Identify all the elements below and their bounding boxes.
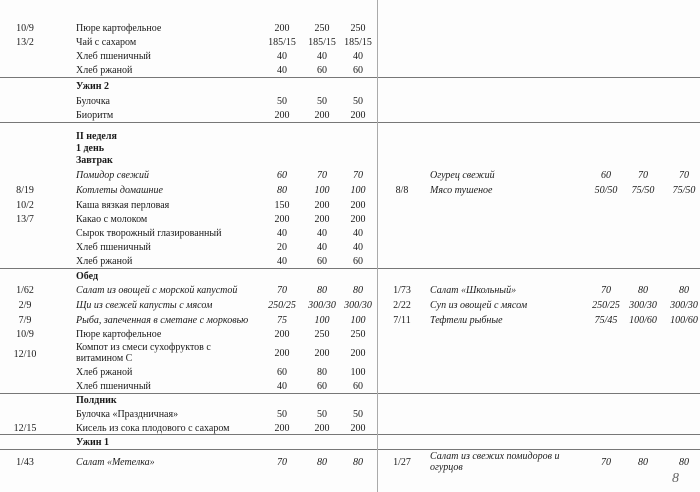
dish-name: Хлеб ржаной — [76, 367, 133, 378]
portion-2: 40 — [317, 51, 327, 62]
dish-code: 12/10 — [13, 349, 37, 360]
portion-2: 60 — [317, 256, 327, 267]
portion-3: 50 — [353, 96, 363, 107]
alt-dish-code: 1/27 — [393, 457, 411, 468]
dish-code: 8/19 — [16, 185, 34, 196]
dish-name: Сырок творожный глазированный — [76, 228, 222, 239]
portion-2: 100 — [314, 185, 330, 196]
table-row — [0, 451, 700, 480]
section-header — [0, 154, 700, 167]
alt-portion-2: 100/60 — [629, 315, 657, 326]
portion-2: 185/15 — [308, 37, 336, 48]
portion-2: 50 — [317, 409, 327, 420]
table-row — [0, 22, 700, 35]
alt-portion-3: 80 — [679, 285, 689, 296]
alt-portion-3: 100/60 — [670, 315, 698, 326]
dish-name: Какао с молоком — [76, 214, 148, 225]
table-row — [0, 213, 700, 226]
section-header — [0, 436, 700, 449]
dish-name: Компот из смеси сухофруктов с витамином С — [76, 342, 211, 364]
portion-1: 200 — [274, 214, 290, 225]
table-row — [0, 95, 700, 108]
section-title-breakfast: Завтрак — [76, 155, 113, 166]
section-title-snack: Полдник — [76, 395, 117, 406]
table-row — [0, 314, 700, 327]
portion-3: 40 — [353, 228, 363, 239]
portion-2: 100 — [314, 315, 330, 326]
portion-2: 200 — [314, 214, 330, 225]
alt-portion-2: 300/30 — [629, 300, 657, 311]
portion-1: 60 — [277, 170, 287, 181]
dish-name: Биоритм — [76, 110, 114, 121]
alt-portion-1: 250/25 — [592, 300, 620, 311]
portion-3: 100 — [350, 315, 366, 326]
column-separator — [377, 0, 378, 492]
portion-2: 40 — [317, 228, 327, 239]
portion-1: 20 — [277, 242, 287, 253]
portion-3: 70 — [353, 170, 363, 181]
portion-2: 80 — [317, 367, 327, 378]
alt-portion-3: 300/30 — [670, 300, 698, 311]
dish-name: Пюре картофельное — [76, 329, 162, 340]
portion-2: 70 — [317, 170, 327, 181]
table-row — [0, 227, 700, 240]
portion-3: 100 — [350, 185, 366, 196]
dish-code: 10/9 — [16, 329, 34, 340]
table-row — [0, 380, 700, 393]
table-row — [0, 366, 700, 379]
alt-portion-2: 75/50 — [631, 185, 655, 196]
dish-name: Помидор свежий — [76, 170, 150, 181]
divider — [0, 434, 700, 435]
portion-3: 200 — [350, 423, 366, 434]
dish-name: Булочка — [76, 96, 110, 107]
portion-1: 185/15 — [268, 37, 296, 48]
portion-3: 200 — [350, 348, 366, 359]
section-title-dinner2: Ужин 2 — [76, 81, 109, 92]
portion-1: 50 — [277, 409, 287, 420]
portion-1: 70 — [277, 285, 287, 296]
dish-code: 10/9 — [16, 23, 34, 34]
alt-portion-3: 75/50 — [672, 185, 696, 196]
alt-dish-name: Тефтели рыбные — [430, 315, 503, 326]
section-header — [0, 80, 700, 93]
divider — [0, 122, 700, 123]
dish-name: Пюре картофельное — [76, 23, 162, 34]
portion-2: 250 — [314, 329, 330, 340]
alt-portion-2: 70 — [638, 170, 648, 181]
alt-portion-1: 75/45 — [594, 315, 618, 326]
dish-name: Хлеб ржаной — [76, 256, 133, 267]
portion-1: 200 — [274, 329, 290, 340]
divider — [0, 449, 700, 450]
table-row — [0, 328, 700, 341]
portion-3: 200 — [350, 214, 366, 225]
portion-1: 40 — [277, 256, 287, 267]
portion-1: 75 — [277, 315, 287, 326]
table-row — [0, 284, 700, 297]
alt-portion-2: 80 — [638, 457, 648, 468]
dish-name: Каша вязкая перловая — [76, 200, 170, 211]
portion-3: 100 — [350, 367, 366, 378]
portion-2: 50 — [317, 96, 327, 107]
dish-code: 13/2 — [16, 37, 34, 48]
table-row — [0, 342, 700, 366]
table-row — [0, 184, 700, 197]
portion-3: 50 — [353, 409, 363, 420]
portion-2: 80 — [317, 457, 327, 468]
dish-code: 2/9 — [18, 300, 32, 311]
portion-3: 60 — [353, 256, 363, 267]
portion-1: 200 — [274, 23, 290, 34]
table-row — [0, 109, 700, 122]
section-title-lunch: Обед — [76, 271, 99, 282]
alt-dish-code: 2/22 — [393, 300, 411, 311]
portion-1: 150 — [274, 200, 290, 211]
dish-name: Хлеб ржаной — [76, 65, 133, 76]
alt-dish-name: Суп из овощей с мясом — [430, 300, 528, 311]
alt-dish-code: 7/11 — [393, 315, 411, 326]
dish-code: 1/62 — [16, 285, 34, 296]
dish-code: 7/9 — [18, 315, 32, 326]
portion-2: 80 — [317, 285, 327, 296]
portion-1: 70 — [277, 457, 287, 468]
alt-portion-3: 70 — [679, 170, 689, 181]
dish-name: Котлеты домашние — [76, 185, 163, 196]
portion-3: 200 — [350, 200, 366, 211]
portion-3: 185/15 — [344, 37, 372, 48]
portion-3: 250 — [350, 23, 366, 34]
table-row — [0, 299, 700, 312]
section-title-dinner1: Ужин 1 — [76, 437, 109, 448]
portion-3: 300/30 — [344, 300, 372, 311]
section-header — [0, 270, 700, 283]
alt-portion-1: 70 — [601, 285, 611, 296]
table-row — [0, 64, 700, 77]
dish-name: Кисель из сока плодового с сахаром — [76, 423, 230, 434]
alt-portion-2: 80 — [638, 285, 648, 296]
portion-2: 200 — [314, 348, 330, 359]
dish-name: Салат «Метелка» — [76, 457, 155, 468]
portion-1: 50 — [277, 96, 287, 107]
page-number: 8 — [672, 471, 679, 486]
portion-1: 40 — [277, 51, 287, 62]
portion-3: 60 — [353, 65, 363, 76]
portion-1: 250/25 — [268, 300, 296, 311]
week-title: II неделя — [76, 131, 117, 142]
portion-1: 200 — [274, 348, 290, 359]
dish-name: Хлеб пшеничный — [76, 381, 151, 392]
alt-dish-name: Салат «Школьный» — [430, 285, 517, 296]
table-row — [0, 408, 700, 421]
dish-code: 12/15 — [13, 423, 37, 434]
portion-1: 60 — [277, 367, 287, 378]
dish-name: Булочка «Праздничная» — [76, 409, 179, 420]
table-row — [0, 36, 700, 49]
portion-2: 300/30 — [308, 300, 336, 311]
table-row — [0, 169, 700, 182]
portion-2: 200 — [314, 423, 330, 434]
portion-2: 40 — [317, 242, 327, 253]
table-row — [0, 241, 700, 254]
alt-dish-code: 1/73 — [393, 285, 411, 296]
alt-dish-name: Огурец свежий — [430, 170, 495, 181]
portion-1: 200 — [274, 423, 290, 434]
alt-portion-1: 70 — [601, 457, 611, 468]
dish-name: Рыба, запеченная в сметане с морковью — [76, 315, 249, 326]
portion-3: 80 — [353, 457, 363, 468]
portion-1: 40 — [277, 228, 287, 239]
portion-2: 60 — [317, 65, 327, 76]
table-row — [0, 199, 700, 212]
portion-3: 80 — [353, 285, 363, 296]
dish-code: 10/2 — [16, 200, 34, 211]
dish-name: Чай с сахаром — [76, 37, 137, 48]
portion-2: 250 — [314, 23, 330, 34]
table-row — [0, 50, 700, 63]
portion-2: 60 — [317, 381, 327, 392]
portion-1: 40 — [277, 381, 287, 392]
portion-3: 200 — [350, 110, 366, 121]
dish-name: Хлеб пшеничный — [76, 242, 151, 253]
dish-name: Салат из овощей с морской капустой — [76, 285, 238, 296]
dish-name: Щи из свежей капусты с мясом — [76, 300, 213, 311]
alt-portion-1: 60 — [601, 170, 611, 181]
portion-3: 40 — [353, 242, 363, 253]
alt-portion-1: 50/50 — [594, 185, 618, 196]
table-row — [0, 255, 700, 268]
dish-code: 1/43 — [16, 457, 34, 468]
section-header — [0, 394, 700, 407]
divider — [0, 268, 700, 269]
alt-dish-name: Салат из свежих помидоров и огурцов — [430, 451, 560, 473]
day-title: 1 день — [76, 143, 105, 154]
dish-code: 13/7 — [16, 214, 34, 225]
portion-1: 40 — [277, 65, 287, 76]
portion-3: 40 — [353, 51, 363, 62]
portion-1: 80 — [277, 185, 287, 196]
portion-3: 60 — [353, 381, 363, 392]
portion-1: 200 — [274, 110, 290, 121]
portion-2: 200 — [314, 200, 330, 211]
alt-dish-code: 8/8 — [395, 185, 409, 196]
dish-name: Хлеб пшеничный — [76, 51, 151, 62]
alt-portion-3: 80 — [679, 457, 689, 468]
portion-3: 250 — [350, 329, 366, 340]
divider — [0, 77, 700, 78]
alt-dish-name: Мясо тушеное — [430, 185, 493, 196]
portion-2: 200 — [314, 110, 330, 121]
